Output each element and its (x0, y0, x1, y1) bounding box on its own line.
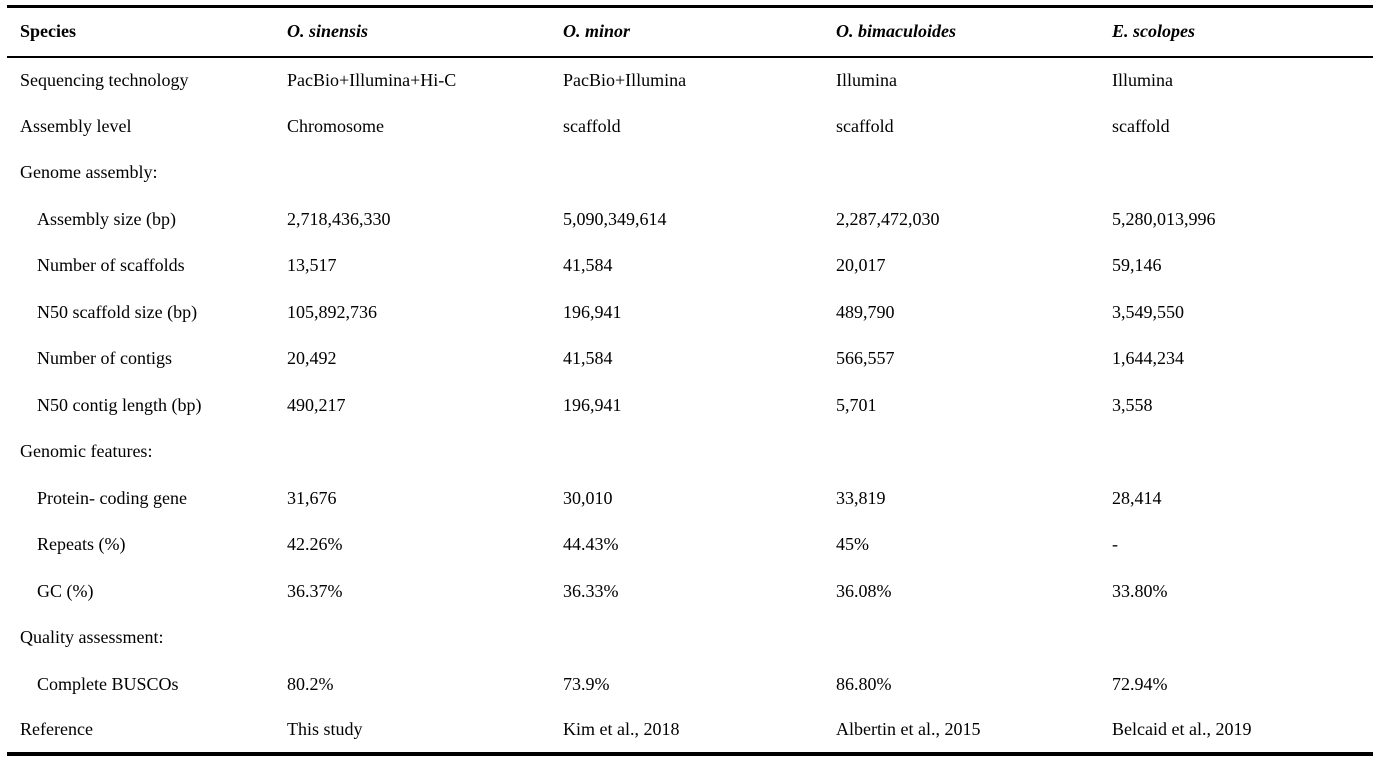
cell-value: scaffold (1112, 115, 1170, 136)
cell-value (836, 429, 1112, 476)
cell-value: 59,146 (1112, 255, 1162, 276)
cell-value (1112, 429, 1373, 476)
cell-value: 28,414 (1112, 487, 1162, 508)
cell-value: 42.26% (287, 534, 343, 555)
column-header-o-minor: O. minor (563, 7, 836, 57)
cell-value: 13,517 (287, 255, 337, 276)
row-label: Number of scaffolds (37, 255, 185, 276)
genome-assembly-comparison-table (7, 5, 1373, 756)
table-row-number-of-scaffolds (7, 243, 1373, 290)
cell-value: 36.33% (563, 580, 619, 601)
cell-value: 33.80% (1112, 580, 1168, 601)
cell-value: 1,644,234 (1112, 348, 1184, 369)
table-row-reference (7, 708, 1373, 755)
cell-value: PacBio+Illumina+Hi-C (287, 69, 457, 90)
cell-value: 3,558 (1112, 394, 1153, 415)
column-header-species: Species (7, 7, 287, 57)
table-row-sequencing-technology (7, 57, 1373, 104)
row-label: Repeats (%) (37, 534, 126, 555)
cell-value: 36.08% (836, 580, 892, 601)
cell-value: 73.9% (563, 673, 610, 694)
cell-value: 5,701 (836, 394, 877, 415)
table-header-row (7, 7, 1373, 57)
table-row-protein-coding-gene (7, 475, 1373, 522)
cell-value: Belcaid et al., 2019 (1112, 719, 1252, 740)
row-label: N50 contig length (bp) (37, 394, 202, 415)
section-row-quality-assessment (7, 615, 1373, 662)
row-label: Assembly size (bp) (37, 208, 176, 229)
cell-value: 36.37% (287, 580, 343, 601)
cell-value: 20,492 (287, 348, 337, 369)
cell-value: 489,790 (836, 301, 895, 322)
cell-value: scaffold (836, 115, 894, 136)
cell-value: 3,549,550 (1112, 301, 1184, 322)
column-header-o-bimaculoides: O. bimaculoides (836, 7, 1112, 57)
row-label: Reference (20, 719, 93, 740)
cell-value: 490,217 (287, 394, 346, 415)
cell-value: 33,819 (836, 487, 886, 508)
cell-value: 566,557 (836, 348, 895, 369)
cell-value: 196,941 (563, 301, 622, 322)
row-label: Protein- coding gene (37, 487, 187, 508)
section-row-genomic-features (7, 429, 1373, 476)
cell-value (563, 150, 836, 197)
cell-value: 44.43% (563, 534, 619, 555)
section-label: Genomic features: (20, 441, 153, 462)
cell-value: 2,287,472,030 (836, 208, 940, 229)
table-row-assembly-size (7, 196, 1373, 243)
cell-value: 72.94% (1112, 673, 1168, 694)
row-label: GC (%) (37, 580, 94, 601)
cell-value (563, 429, 836, 476)
cell-value: 86.80% (836, 673, 892, 694)
cell-value: 196,941 (563, 394, 622, 415)
table-row-repeats (7, 522, 1373, 569)
column-header-o-sinensis: O. sinensis (287, 7, 563, 57)
cell-value: 30,010 (563, 487, 613, 508)
cell-value (836, 150, 1112, 197)
cell-value (1112, 615, 1373, 662)
row-label: Assembly level (20, 115, 132, 136)
cell-value: 20,017 (836, 255, 886, 276)
cell-value: 5,280,013,996 (1112, 208, 1216, 229)
table-row-number-of-contigs (7, 336, 1373, 383)
cell-value: Illumina (836, 69, 897, 90)
section-row-genome-assembly (7, 150, 1373, 197)
table-row-n50-contig-length (7, 382, 1373, 429)
cell-value (836, 615, 1112, 662)
cell-value: 41,584 (563, 348, 613, 369)
cell-value: 5,090,349,614 (563, 208, 667, 229)
cell-value: scaffold (563, 115, 621, 136)
cell-value (287, 429, 563, 476)
table-row-complete-buscos (7, 661, 1373, 708)
cell-value: 41,584 (563, 255, 613, 276)
cell-value: Illumina (1112, 69, 1173, 90)
cell-value: Kim et al., 2018 (563, 719, 680, 740)
cell-value (1112, 150, 1373, 197)
cell-value (287, 615, 563, 662)
column-header-e-scolopes: E. scolopes (1112, 7, 1373, 57)
cell-value: 80.2% (287, 673, 334, 694)
row-label: N50 scaffold size (bp) (37, 301, 198, 322)
cell-value: 105,892,736 (287, 301, 377, 322)
cell-value (563, 615, 836, 662)
cell-value: 45% (836, 534, 869, 555)
row-label: Number of contigs (37, 348, 172, 369)
cell-value: Chromosome (287, 115, 384, 136)
row-label: Complete BUSCOs (37, 673, 179, 694)
cell-value: - (1112, 534, 1118, 555)
cell-value (287, 150, 563, 197)
cell-value: Albertin et al., 2015 (836, 719, 981, 740)
section-label: Genome assembly: (20, 162, 158, 183)
row-label: Sequencing technology (20, 69, 189, 90)
table-row-assembly-level (7, 103, 1373, 150)
table-row-n50-scaffold-size (7, 289, 1373, 336)
table-row-gc (7, 568, 1373, 615)
cell-value: 2,718,436,330 (287, 208, 391, 229)
cell-value: 31,676 (287, 487, 337, 508)
cell-value: PacBio+Illumina (563, 69, 687, 90)
cell-value: This study (287, 719, 363, 740)
section-label: Quality assessment: (20, 627, 164, 648)
